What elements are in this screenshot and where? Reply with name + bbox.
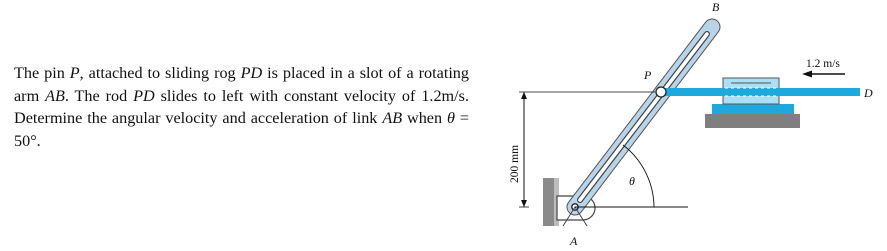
arm-symbol: AB	[45, 86, 65, 105]
velocity-label: 1.2 m/s	[806, 58, 840, 70]
slotted-arm-AB	[575, 27, 712, 207]
slider-base-top	[712, 104, 794, 114]
label-theta: θ	[629, 174, 635, 188]
pin-symbol: P	[69, 64, 80, 82]
rod-PD	[657, 88, 860, 96]
text-segment: , attached to sliding rog	[79, 64, 241, 82]
text-segment: slides to left with constant velocity of 1.2m/s. Determine the angular velocity and acceleration of link	[14, 86, 469, 127]
label-D: D	[864, 86, 873, 100]
angle-arc	[623, 145, 654, 207]
label-P: P	[644, 68, 652, 82]
text-segment: The pin	[14, 64, 70, 82]
text-segment: is placed in a slot of a rotating arm	[14, 64, 469, 105]
rod-symbol: PD	[133, 86, 155, 105]
slider-base	[705, 114, 800, 128]
text-segment: . The rod	[64, 86, 134, 105]
text-segment: when	[402, 109, 447, 127]
velocity-arrow-head	[802, 71, 812, 78]
dimension-label: 200 mm	[509, 144, 521, 183]
label-B: B	[712, 0, 720, 14]
theta-symbol: θ	[447, 109, 455, 127]
arm-symbol: AB	[382, 109, 403, 127]
text-segment: = 50°.	[14, 109, 469, 150]
label-A: A	[570, 234, 578, 248]
pin-P	[656, 87, 666, 97]
rod-symbol: PD	[240, 64, 263, 82]
